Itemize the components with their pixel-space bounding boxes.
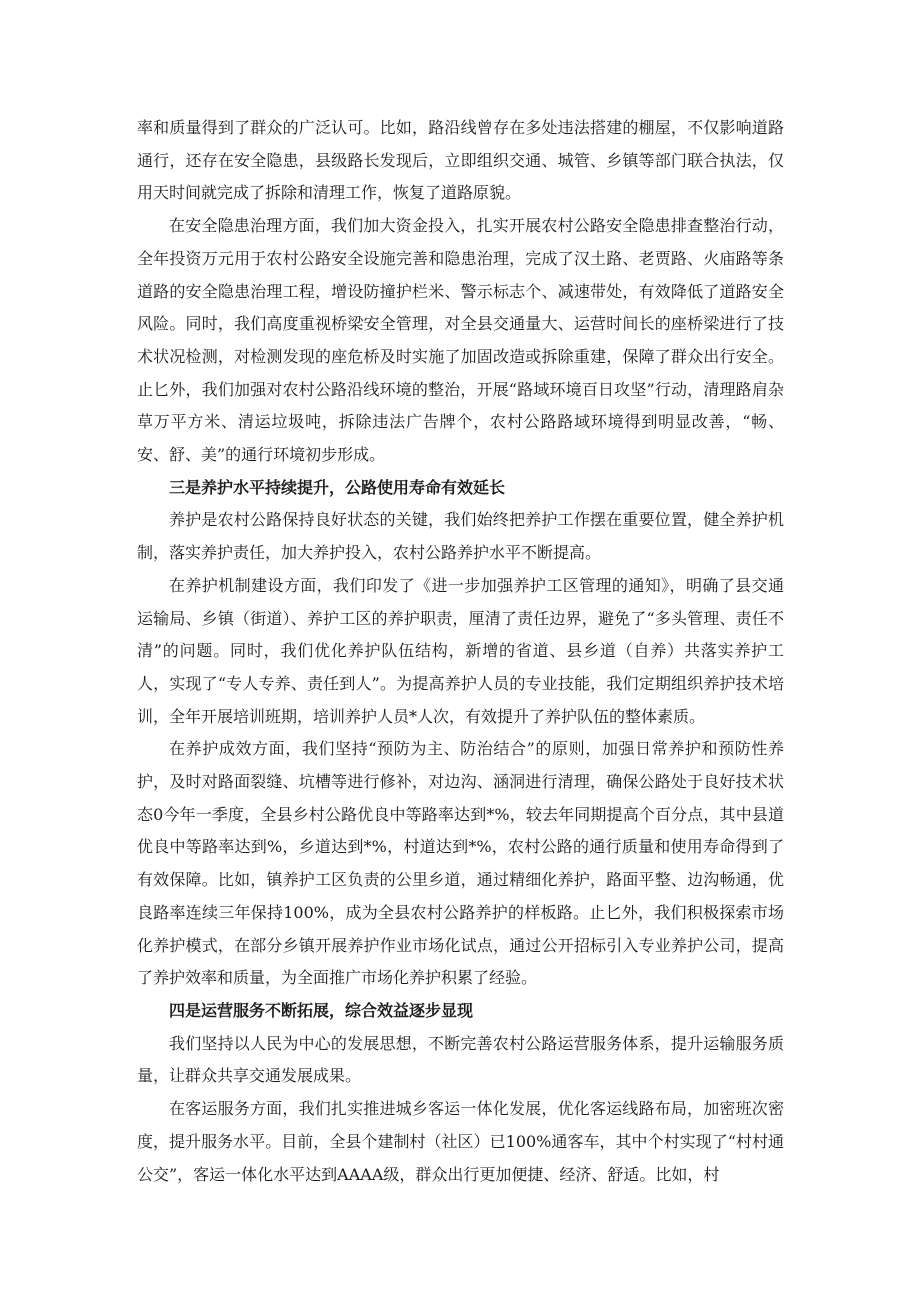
paragraph-maintenance-results: 在养护成效方面，我们坚持“预防为主、防治结合”的原则，加强日常养护和预防性养护，及时对路面裂缝、坑槽等进行修补，对边沟、涵洞进行清理，确保公路处于良好技术状态0今年一季度，全县乡村公路优良中等路率达到*%，较去年同期提高个百分点，其中县道优良中等路率达到%，乡道达到*%，村道达到*%，农村公路的通行质量和使用寿命得到了有效保障。比如，镇养护工区负责的公里乡道，通过精细化养护，路面平整、边沟畅通，优良路率连续三年保持100%，成为全县农村公路养护的样板路。止匕外，我们积极探索市场化养护模式，在部分乡镇开展养护作业市场化试点，通过公开招标引入专业养护公司，提高了养护效率和质量，为全面推广市场化养护积累了经验。 (137, 739, 784, 988)
paragraph-operation-intro: 我们坚持以人民为中心的发展思想，不断完善农村公路运营服务体系，提升运输服务质量，让群众共享交通发展成果。 (137, 1033, 784, 1086)
paragraph-maintenance-intro: 养护是农村公路保持良好状态的关键，我们始终把养护工作摆在重要位置，健全养护机制，落实养护责任，加大养护投入，农村公路养护水平不断提高。 (137, 510, 784, 563)
paragraph-safety-hazard: 在安全隐患治理方面，我们加大资金投入，扎实开展农村公路安全隐患排查整治行动，全年投资万元用于农村公路安全设施完善和隐患治理，完成了汉土路、老贾路、火庙路等条道路的安全隐患治理工程，增设防撞护栏米、警示标志个、减速带处，有效降低了道路安全风险。同时，我们高度重视桥梁安全管理，对全县交通量大、运营时间长的座桥梁进行了技术状况检测，对检测发现的座危桥及时实施了加固改造或拆除重建，保障了群众出行安全。止匕外，我们加强对农村公路沿线环境的整治，开展“路域环境百日攻坚”行动，清理路肩杂草万平方米、清运垃圾吨，拆除违法广告牌个，农村公路路域环境得到明显改善，“畅、安、舒、美”的通行环境初步形成。 (137, 216, 784, 465)
paragraph-maintenance-mechanism: 在养护机制建设方面，我们印发了《进一步加强养护工区管理的通知》，明确了县交通运输局、乡镇（街道）、养护工区的养护职责，厘清了责任边界，避免了“多头管理、责任不清”的问题。同时，我们优化养护队伍结构，新增的省道、县乡道（自养）共落实养护工人，实现了“专人专养、责任到人”。为提高养护人员的专业技能，我们定期组织养护技术培训，全年开展培训班期，培训养护人员*人次，有效提升了养护队伍的整体素质。 (137, 575, 784, 726)
section-heading-operation: 四是运营服务不断拓展，综合效益逐步显现 (169, 1000, 474, 1020)
section-heading-maintenance: 三是养护水平持续提升，公路使用寿命有效延长 (169, 477, 506, 497)
paragraph-continuation: 率和质量得到了群众的广泛认可。比如，路沿线曾存在多处违法搭建的棚屋，不仅影响道路通行，还存在安全隐患，县级路长发现后，立即组织交通、城管、乡镇等部门联合执法，仅用天时间就完成了拆除和清理工作，恢复了道路原貌。 (137, 118, 784, 203)
paragraph-passenger-service: 在客运服务方面，我们扎实推进城乡客运一体化发展，优化客运线路布局，加密班次密度，提升服务水平。目前，全县个建制村（社区）已100%通客车，其中个村实现了“村村通公交”，客运一体化水平达到AAAA级，群众出行更加便捷、经济、舒适。比如，村 (137, 1099, 784, 1184)
document-body (137, 112, 784, 1191)
